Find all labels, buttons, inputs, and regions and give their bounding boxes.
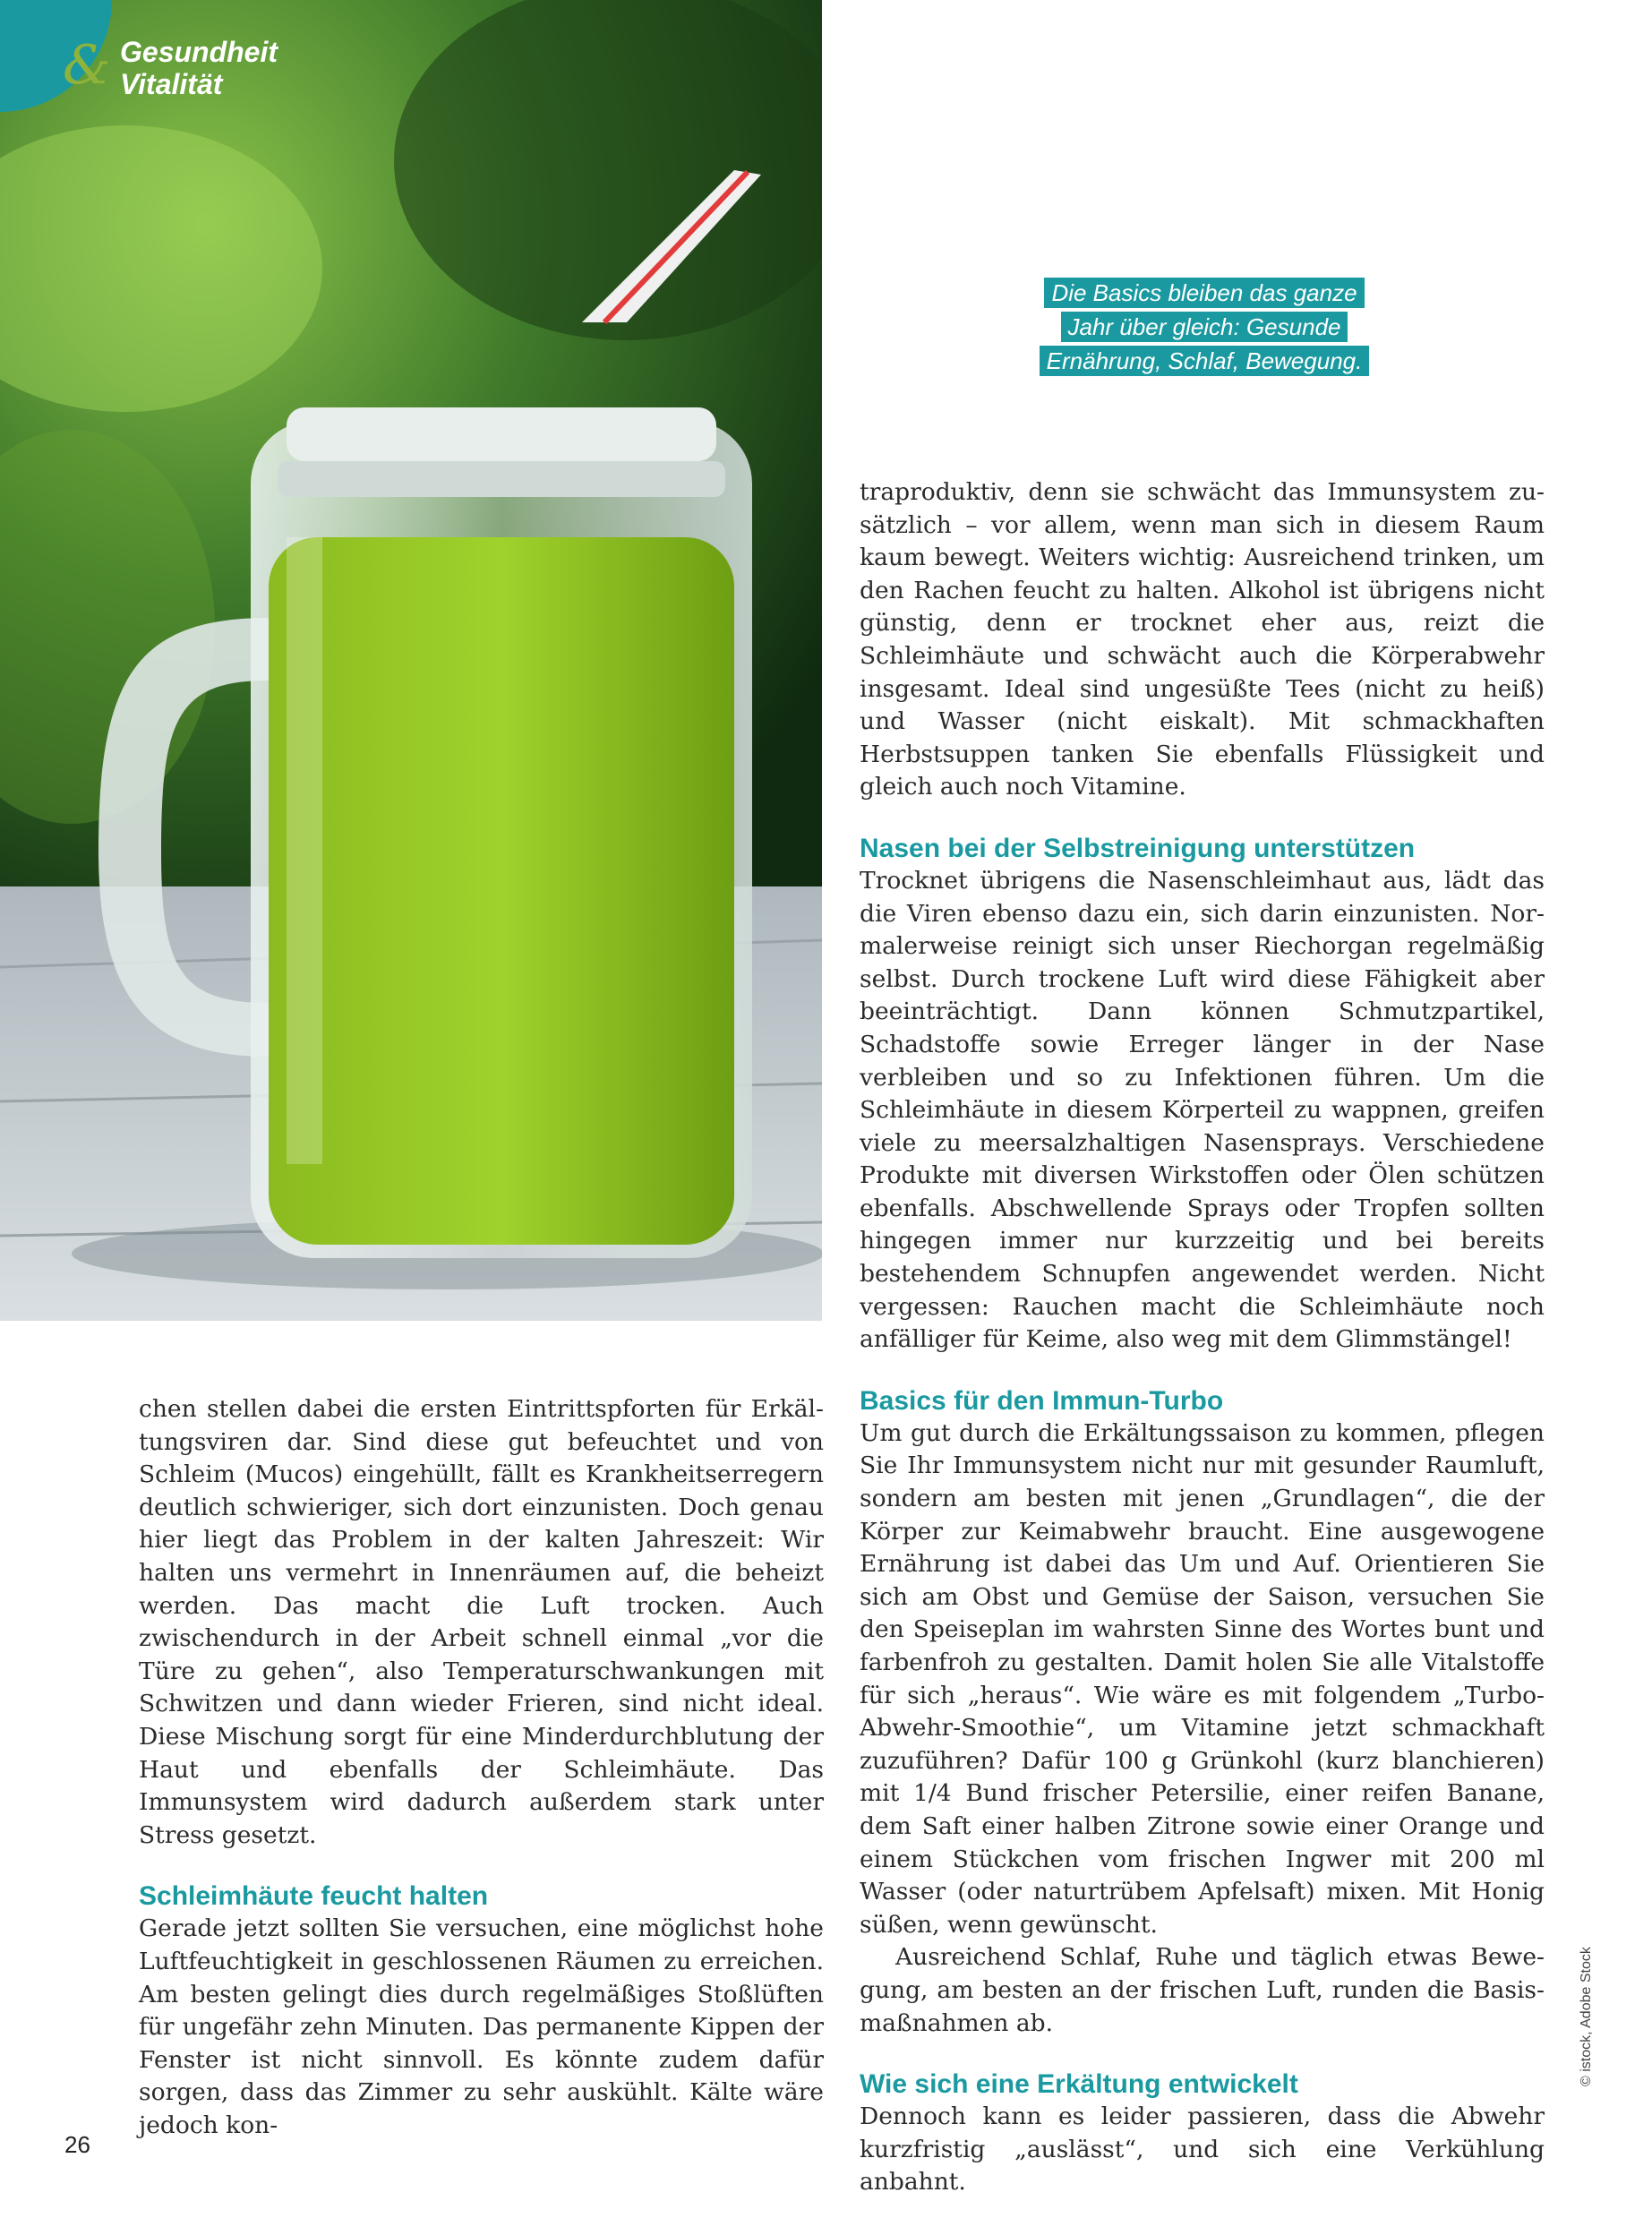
section-title-line2: Vitalität — [120, 68, 223, 100]
right-paragraph-5: Dennoch kann es leider passieren, dass die Abwehr kurzfristig „auslässt“, und sich eine Verkühlung anbahnt. — [860, 2102, 1545, 2197]
right-paragraph-2: Trocknet übrigens die Nasenschleimhaut aus, lädt das die Viren ebenso dazu ein, sich darin einzunisten. Normalerweise reinigt sich unser Riechorgan regelmäßig selbst. Durch trockene Luft wird diese Fähigkeit aber beeinträchtigt. Dann können Schmutzpartikel, Schadstoffe sowie Erreger länger in der Nase verbleiben und so zu Infektionen führen. Um die Schleimhäute in diesem Körperteil zu wappnen, greifen viele zu meersalzhaltigen Nasensprays. Verschiedene Produkte mit diversen Wirkstoffen oder Ölen schützen ebenfalls. Abschwellende Sprays oder Tropfen sollten hingegen immer nur kurzzeitig und bei bereits bestehendem Schnupfen angewendet werden. Nicht vergessen: Rauchen macht die Schleimhäute noch anfälliger für Keime, also weg mit dem Glimmstängel! — [860, 866, 1545, 1354]
section-ampersand: & — [63, 34, 111, 97]
heading-schleimhaeute: Schleimhäute feucht halten — [139, 1881, 489, 1912]
pull-quote-text: Die Basics bleiben das ganze Jahr über gleich: Gesunde Ernährung, Schlaf, Bewegung. — [1040, 278, 1370, 376]
photo-credit: © istock, Adobe Stock — [1579, 1947, 1594, 2086]
heading-nasen: Nasen bei der Selbstreinigung unterstützen — [860, 833, 1416, 863]
pull-quote — [1030, 276, 1379, 378]
page-number: 26 — [64, 2131, 90, 2158]
section-title — [120, 36, 278, 100]
right-paragraph-1: traproduktiv, denn sie schwächt das Immunsystem zusätzlich – vor allem, wenn man sich in diesem Raum kaum bewegt. Weiters wichtig: Ausreichend trinken, um den Rachen feucht zu halten. Alkohol ist übrigens nicht günstig, denn er trocknet eher aus, reizt die Schleimhäute und schwächt auch die Körperabwehr insgesamt. Ideal sind ungesüßte Tees (nicht zu heiß) und Wasser (nicht eiskalt). Mit schmackhaften Herbstsuppen tanken Sie ebenfalls Flüssigkeit und gleich auch noch Vitamine. — [860, 478, 1545, 801]
right-paragraph-4: Ausreichend Schlaf, Ruhe und täglich etwas Bewegung, am besten an der frischen Luft, runden die Basismaßnahmen ab. — [860, 1943, 1545, 2037]
left-paragraph-1: chen stellen dabei die ersten Eintrittspforten für Erkältungsviren dar. Sind diese gut befeuchtet und von Schleim (Mucos) eingehüllt, fällt es Krankheitserregern deutlich schwieriger, sich dort einzunisten. Doch genau hier liegt das Problem in der kalten Jahreszeit: Wir halten uns vermehrt in Innenräumen auf, die beheizt werden. Das macht die Luft trocken. Auch zwischendurch in der Arbeit schnell einmal „vor die Türe zu gehen“, also Temperaturschwankungen mit Schwitzen und dann wieder Frieren, sind nicht ideal. Diese Mischung sorgt für eine Minderdurchblutung der Haut und ebenfalls der Schleimhäute. Das Immunsystem wird dadurch außerdem stark unter Stress gesetzt. — [139, 1395, 824, 1849]
heading-basics: Basics für den Immun-Turbo — [860, 1385, 1224, 1416]
right-column — [860, 476, 1545, 2199]
smoothie-jar-photo-icon — [0, 0, 822, 1321]
right-paragraph-3: Um gut durch die Erkältungssaison zu kommen, pflegen Sie Ihr Immunsystem nicht nur mit gesunder Raumluft, sondern am besten mit jenen „Grundlagen“, die der Körper zur Keimabwehr braucht. Eine ausgewogene Ernährung ist dabei das Um und Auf. Orientieren Sie sich am Obst und Gemüse der Saison, versuchen Sie den Speiseplan im wahrsten Sinne des Wortes bunt und farbenfroh zu gestalten. Damit holen Sie alle Vitalstoffe für sich „heraus“. Wie wäre es mit folgendem „Turbo-Abwehr-Smoothie“, um Vitamine jetzt schmackhaft zuzuführen? Dafür 100 g Grünkohl (kurz blanchieren) mit 1/4 Bund frischer Petersilie, einer reifen Banane, dem Saft einer halben Zitrone sowie einer Orange und einem Stückchen vom frischen Ingwer mit 200 ml Wasser (oder naturtrübem Apfelsaft) mixen. Mit Honig süßen, wenn gewünscht. — [860, 1418, 1545, 1939]
heading-erkaeltung: Wie sich eine Erkältung entwickelt — [860, 2069, 1298, 2100]
smoothie-photo — [0, 0, 822, 1321]
section-title-line1: Gesundheit — [120, 36, 278, 68]
left-paragraph-2: Gerade jetzt sollten Sie versuchen, eine möglichst hohe Luftfeuchtigkeit in geschlossenen Räumen zu erreichen. Am besten gelingt dies durch regelmäßiges Stoßlüften für ungefähr zehn Minuten. Das permanente Kippen der Fenster ist nicht sinnvoll. Es könnte zudem dafür sorgen, dass das Zimmer zu sehr auskühlt. Kälte wäre jedoch kon- — [139, 1914, 824, 2139]
left-column — [139, 1393, 824, 2142]
